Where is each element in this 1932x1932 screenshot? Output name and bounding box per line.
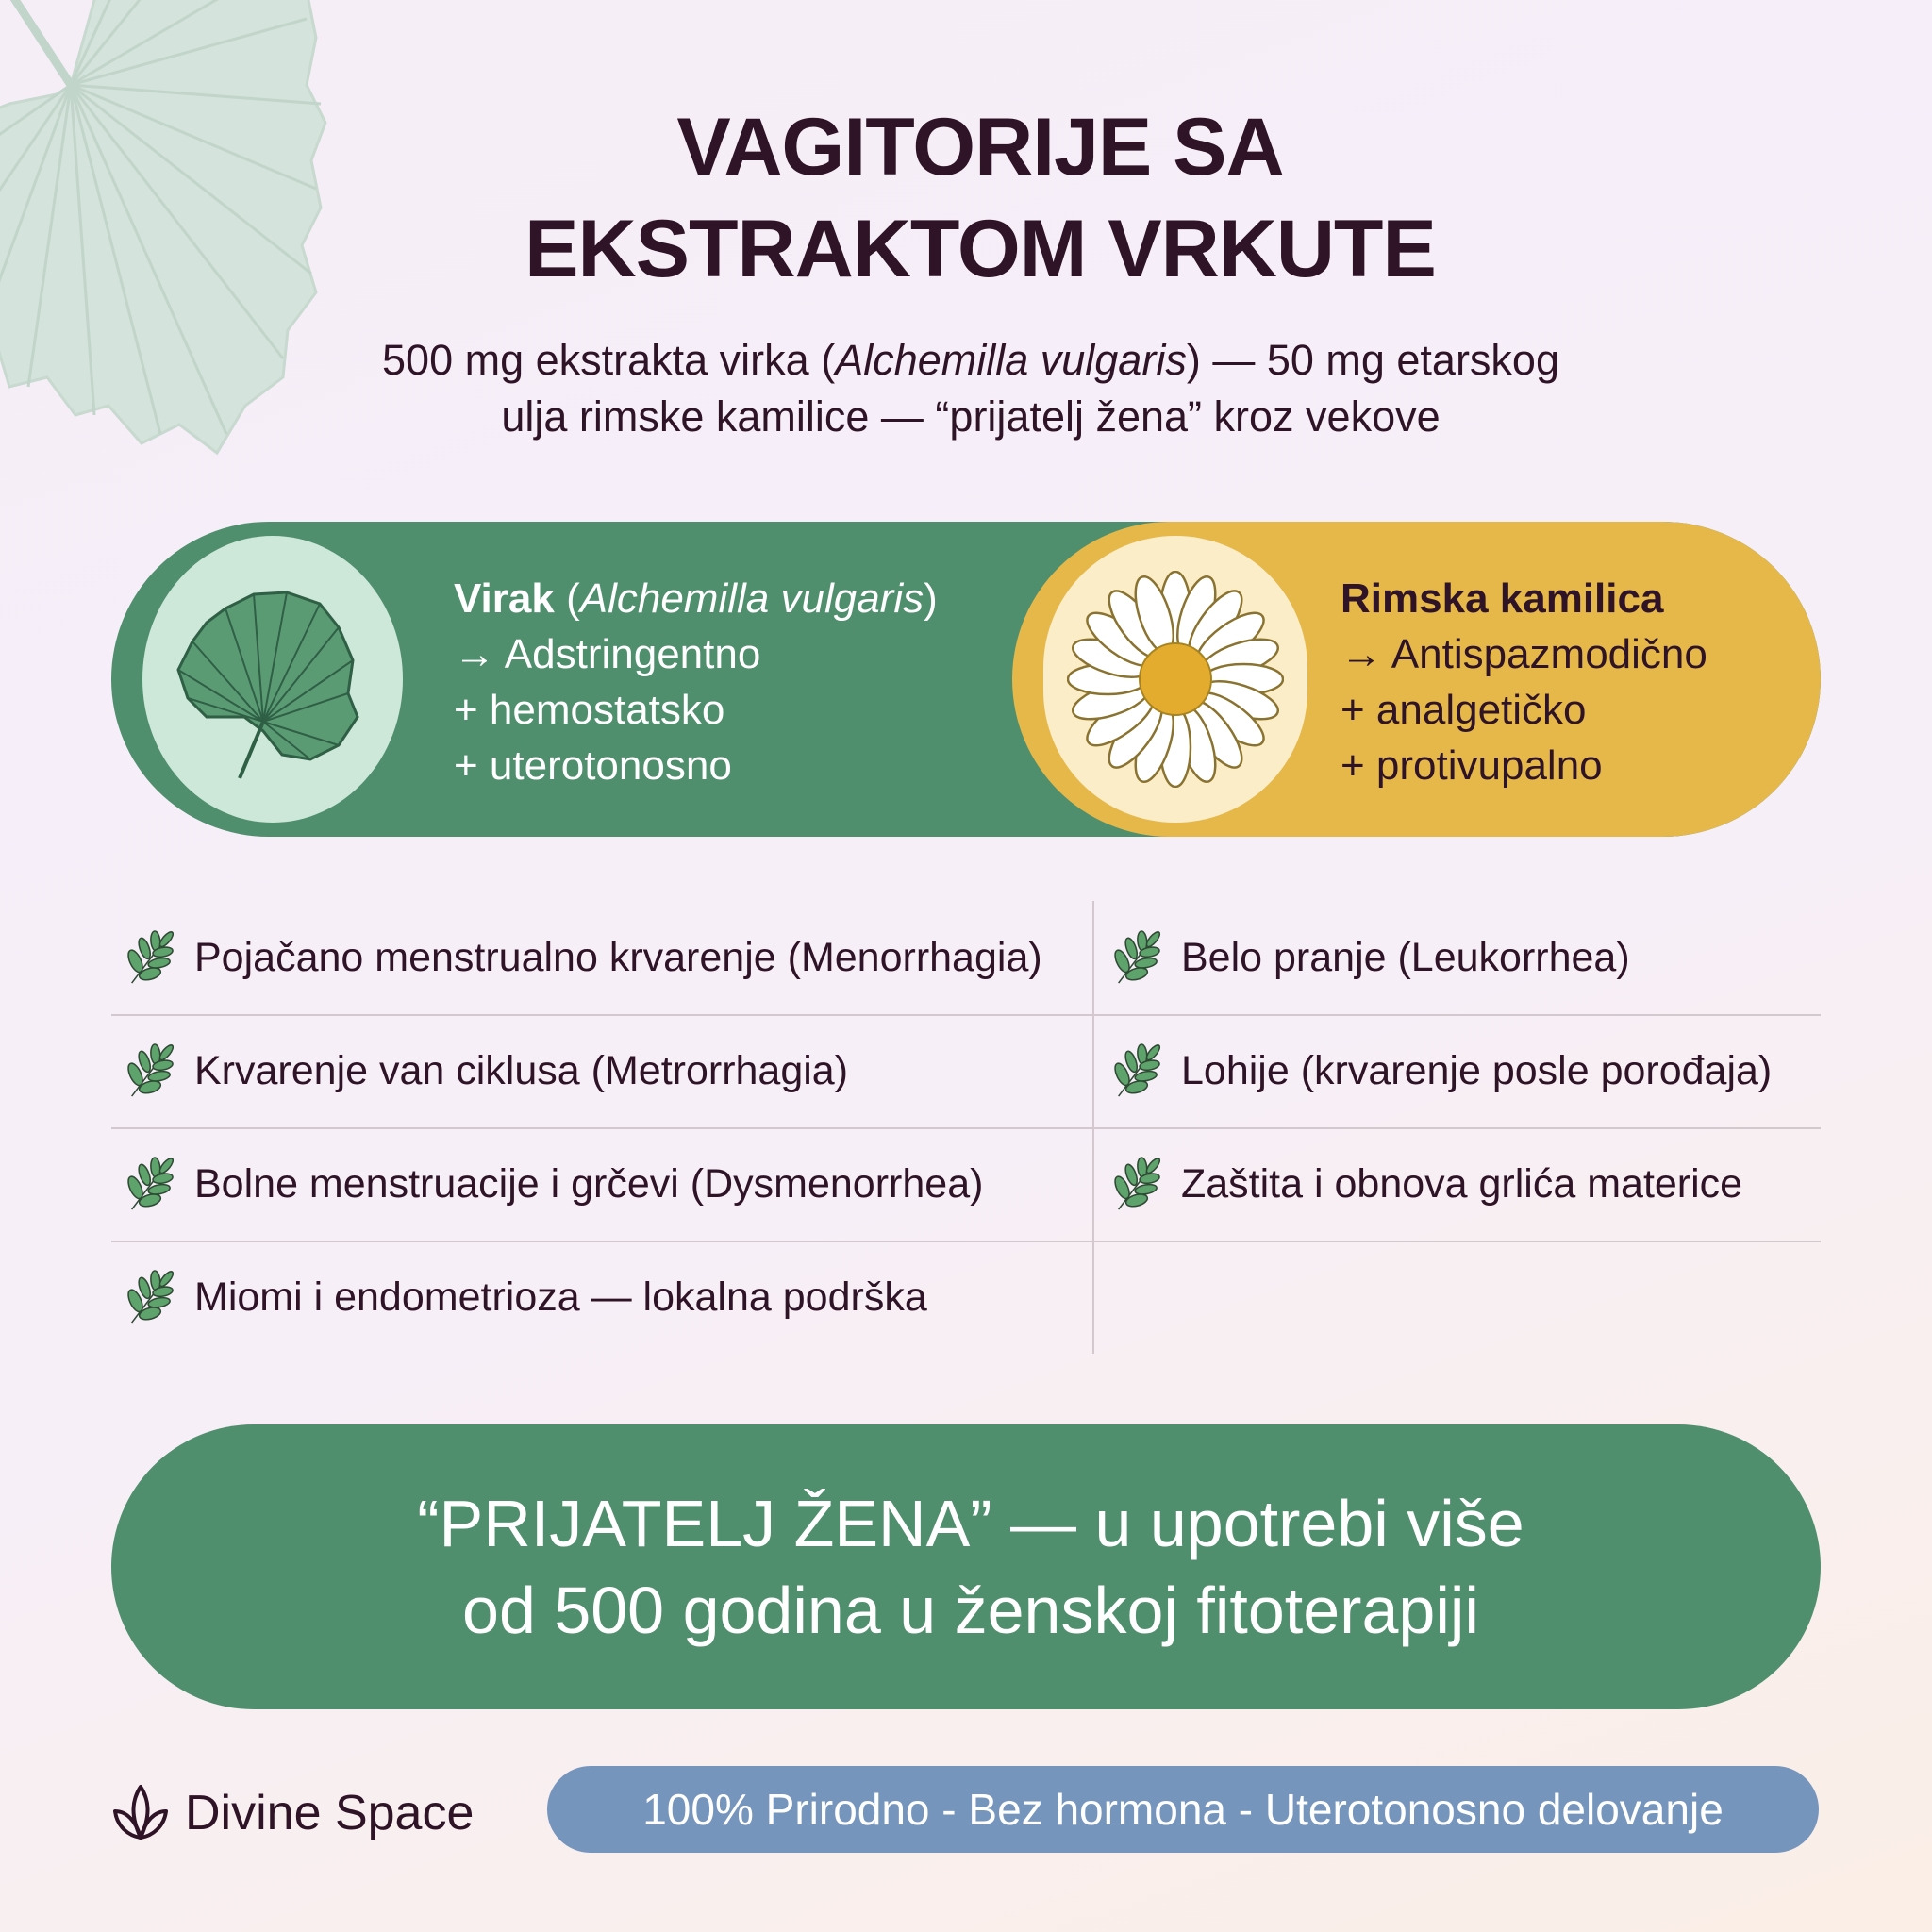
condition-item	[1109, 1127, 1742, 1241]
condition-label: Pojačano menstrualno krvarenje (Menorrhagia)	[194, 934, 1042, 980]
lady-mantle-leaf-icon	[169, 575, 376, 783]
chamomile-description	[1341, 571, 1707, 793]
herb-sprig-icon	[123, 1269, 177, 1325]
lady-mantle-description	[454, 571, 938, 793]
condition-label: Krvarenje van ciklusa (Metrorrhagia)	[194, 1047, 849, 1093]
condition-item	[123, 1241, 927, 1354]
row-divider	[1092, 1241, 1821, 1242]
herb-sprig-icon	[123, 1042, 177, 1099]
title-line-1: VAGITORIJE SA	[676, 102, 1284, 192]
page-title	[0, 96, 1932, 300]
subtitle-line-2: ulja rimske kamilice — “prijatelj žena” kroz vekove	[501, 392, 1441, 441]
chamomile-badge	[1043, 536, 1307, 823]
condition-item	[123, 901, 1042, 1014]
condition-label: Lohije (krvarenje posle porođaja)	[1181, 1047, 1773, 1093]
herb-property: → Antispazmodično	[1341, 631, 1707, 677]
lotus-icon	[111, 1783, 170, 1843]
herb-name-line: Virak (Alchemilla vulgaris)	[454, 575, 938, 622]
herb-property: + protivupalno	[1341, 742, 1603, 789]
conditions-grid	[111, 901, 1821, 1354]
herb-comparison-pill	[111, 522, 1821, 837]
lady-mantle-badge	[142, 536, 403, 823]
subtitle	[0, 332, 1932, 445]
herb-property: → Adstringentno	[454, 631, 761, 677]
herb-sprig-icon	[1109, 929, 1164, 986]
condition-item	[123, 1014, 848, 1127]
condition-label: Miomi i endometrioza — lokalna podrška	[194, 1274, 927, 1320]
herb-property: + hemostatsko	[454, 687, 725, 733]
brand-name: Divine Space	[185, 1786, 475, 1840]
condition-label: Bolne menstruacije i grčevi (Dysmenorrhea)	[194, 1160, 984, 1207]
herb-sprig-icon	[1109, 1042, 1164, 1099]
condition-item	[123, 1127, 983, 1241]
herb-sprig-icon	[1109, 1156, 1164, 1212]
herb-property: + analgetičko	[1341, 687, 1587, 733]
chamomile-flower-icon	[1067, 571, 1284, 788]
condition-item	[1109, 1014, 1772, 1127]
quote-text	[408, 1480, 1524, 1654]
latin-name: Alchemilla vulgaris	[835, 336, 1187, 384]
features-badge-text: 100% Prirodno - Bez hormona - Uterotonosno delovanje	[642, 1785, 1724, 1834]
condition-item	[1109, 901, 1630, 1014]
herb-name-line: Rimska kamilica	[1341, 575, 1664, 622]
features-badge	[547, 1766, 1819, 1853]
herb-sprig-icon	[123, 929, 177, 986]
quote-line-1: “PRIJATELJ ŽENA” — u upotrebi više	[417, 1487, 1524, 1560]
subtitle-line-1: 500 mg ekstrakta virka (Alchemilla vulgaris) — 50 mg etarskog	[382, 336, 1559, 384]
condition-label: Belo pranje (Leukorrhea)	[1181, 934, 1630, 980]
condition-label: Zaštita i obnova grlića materice	[1181, 1160, 1743, 1207]
herb-sprig-icon	[123, 1156, 177, 1212]
title-line-2: EKSTRAKTOM VRKUTE	[525, 204, 1436, 294]
brand-logo	[111, 1775, 474, 1851]
quote-line-2: od 500 godina u ženskoj fitoterapiji	[462, 1574, 1479, 1647]
quote-banner	[111, 1424, 1821, 1709]
herb-property: + uterotonosno	[454, 742, 732, 789]
